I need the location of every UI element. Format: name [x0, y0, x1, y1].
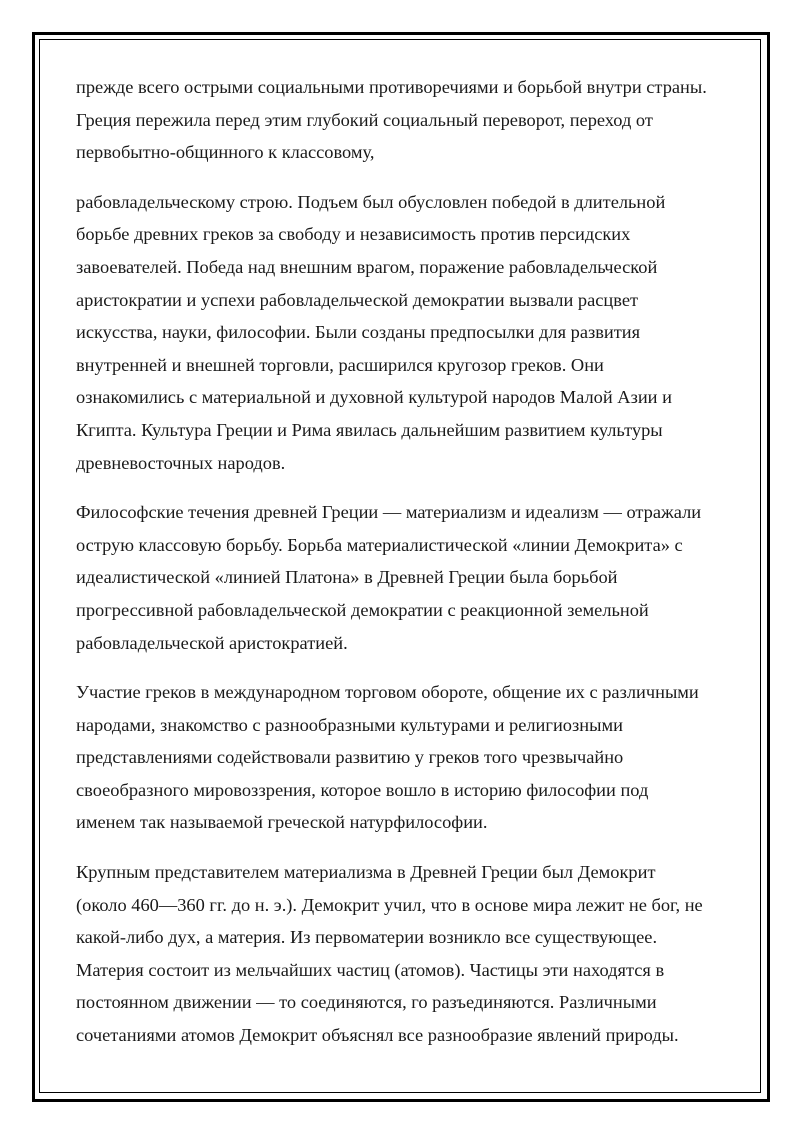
text-line: Крупным представителем материализма в Древней Греции был Демокрит	[76, 862, 656, 883]
paragraph-1	[76, 71, 736, 169]
paragraph-4	[76, 676, 736, 839]
text-line: сочетаниями атомов Демокрит объяснял все разнообразие явлений природы.	[76, 1025, 679, 1046]
text-line: древневосточных народов.	[76, 452, 286, 473]
text-line: постоянном движении — то соединяются, го разъединяются. Различными	[76, 992, 657, 1013]
text-line: острую классовую борьбу. Борьба материалистической «линии Демокрита» с	[76, 534, 683, 555]
text-line: Греция пережила перед этим глубокий социальный переворот, переход от	[76, 109, 653, 130]
text-line: прежде всего острыми социальными противоречиями и борьбой внутри страны.	[76, 77, 707, 97]
text-line: завоевателей. Победа над внешним врагом, поражение рабовладельческой	[76, 256, 658, 277]
paragraph-3	[76, 496, 736, 659]
text-line: прогрессивной рабовладельческой демократии с реакционной земельной	[76, 599, 649, 620]
text-line: идеалистической «линией Платона» в Древней Греции была борьбой	[76, 567, 618, 588]
text-line: первобытно-общинного к классовому,	[76, 142, 375, 163]
text-line: народами, знакомство с разнообразными культурами и религиозными	[76, 714, 623, 735]
text-line: своеобразного мировоззрения, которое вошло в историю философии под	[76, 779, 649, 800]
text-line: рабовладельческому строю. Подъем был обусловлен победой в длительной	[76, 191, 666, 212]
text-line: представлениями содействовали развитию у греков того чрезвычайно	[76, 747, 624, 768]
text-line: аристократии и успехи рабовладельческой демократии вызвали расцвет	[76, 289, 639, 310]
text-line: Кгипта. Культура Греции и Рима явилась дальнейшим развитием культуры	[76, 419, 663, 440]
text-line: рабовладельческой аристократией.	[76, 632, 348, 653]
paragraph-2	[76, 186, 736, 479]
text-line: Материя состоит из мельчайших частиц (атомов). Частицы эти находятся в	[76, 959, 665, 980]
text-line: внутренней и внешней торговли, расширился кругозор греков. Они	[76, 354, 604, 375]
text-line: ознакомились с материальной и духовной культурой народов Малой Азии и	[76, 387, 672, 408]
text-line: Философские течения древней Греции — материализм и идеализм — отражали	[76, 502, 702, 523]
text-line: (около 460—360 гг. до н. э.). Демокрит учил, что в основе мира лежит не бог, не	[76, 894, 703, 915]
text-line: именем так называемой греческой натурфилософии.	[76, 812, 488, 833]
text-line: искусства, науки, философии. Были созданы предпосылки для развития	[76, 322, 641, 343]
text-line: Участие греков в международном торговом обороте, общение их с различными	[76, 682, 699, 703]
document-body	[76, 71, 736, 1052]
text-line: борьбе древних греков за свободу и независимость против персидских	[76, 224, 631, 245]
text-line: какой-либо дух, а материя. Из первоматерии возникло все существующее.	[76, 927, 658, 948]
paragraph-5	[76, 856, 736, 1052]
